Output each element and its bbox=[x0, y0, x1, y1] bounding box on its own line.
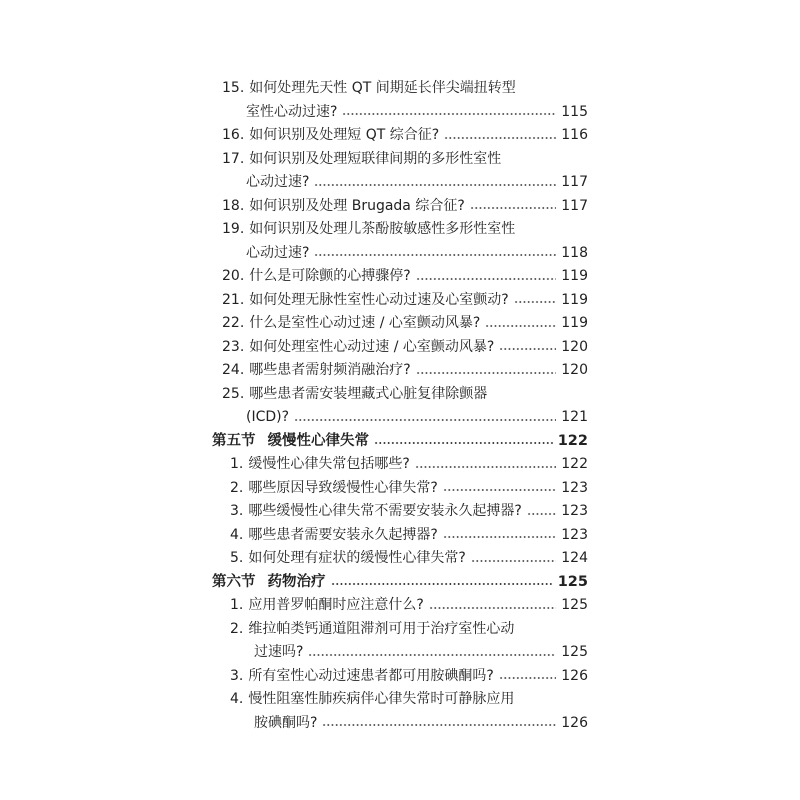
page-number: 126 bbox=[561, 714, 588, 731]
entry-title: 应用普罗帕酮时应注意什么? bbox=[248, 597, 424, 613]
dot-leader bbox=[527, 512, 556, 516]
toc-entry[interactable] bbox=[212, 618, 588, 642]
dot-leader bbox=[444, 136, 556, 140]
toc-entry[interactable] bbox=[212, 289, 588, 313]
page-number: 125 bbox=[561, 644, 588, 660]
dot-leader bbox=[331, 582, 553, 586]
page-number: 125 bbox=[561, 597, 588, 613]
dot-leader bbox=[416, 277, 557, 281]
dot-leader bbox=[485, 324, 556, 328]
dot-leader bbox=[314, 253, 556, 257]
toc-entry[interactable] bbox=[212, 77, 588, 101]
entry-number: 21. bbox=[222, 291, 245, 308]
entry-title: 如何识别及处理儿茶酚胺敏感性多形性室性 bbox=[249, 221, 516, 237]
dot-leader bbox=[499, 347, 556, 351]
entry-number: 23. bbox=[222, 338, 245, 355]
toc-entry[interactable] bbox=[212, 124, 588, 148]
toc-entry-continuation[interactable] bbox=[212, 101, 588, 125]
entry-number: 1. bbox=[230, 456, 244, 472]
entry-number: 4. bbox=[230, 691, 244, 707]
toc-section-heading[interactable] bbox=[212, 571, 588, 595]
toc-section-heading[interactable] bbox=[212, 430, 588, 454]
toc-entry-continuation[interactable] bbox=[212, 171, 588, 195]
dot-leader bbox=[499, 676, 556, 680]
page-number: 126 bbox=[561, 667, 588, 684]
dot-leader bbox=[416, 371, 557, 375]
page-number: 124 bbox=[561, 550, 588, 566]
dot-leader bbox=[471, 559, 556, 563]
entry-number: 15. bbox=[222, 80, 245, 96]
entry-title: 哪些缓慢性心律失常不需要安装永久起搏器? bbox=[248, 503, 522, 519]
entry-number: 2. bbox=[230, 479, 244, 496]
dot-leader bbox=[470, 206, 557, 210]
toc-entry[interactable] bbox=[212, 547, 588, 571]
toc-entry[interactable] bbox=[212, 665, 588, 689]
entry-title: 室性心动过速? bbox=[246, 103, 338, 120]
toc-entry-continuation[interactable] bbox=[212, 242, 588, 266]
entry-title: 哪些患者需安装埋藏式心脏复律除颤器 bbox=[249, 385, 488, 402]
dot-leader bbox=[443, 488, 556, 492]
dot-leader bbox=[322, 723, 556, 727]
dot-leader bbox=[429, 606, 556, 610]
entry-number: 4. bbox=[230, 526, 244, 543]
page-number: 116 bbox=[561, 127, 588, 143]
page-number: 119 bbox=[561, 268, 588, 284]
page-number: 117 bbox=[561, 197, 588, 214]
table-of-contents bbox=[212, 77, 588, 735]
page-number: 123 bbox=[561, 479, 588, 496]
entry-title: 如何识别及处理 Brugada 综合征? bbox=[249, 197, 465, 214]
entry-number: 2. bbox=[230, 620, 244, 637]
entry-title: 缓慢性心律失常包括哪些? bbox=[248, 456, 410, 472]
entry-number: 3. bbox=[230, 667, 244, 684]
entry-number: 1. bbox=[230, 597, 244, 613]
entry-number: 19. bbox=[222, 221, 245, 237]
entry-number: 22. bbox=[222, 315, 245, 331]
page-number: 119 bbox=[561, 315, 588, 331]
toc-entry-continuation[interactable] bbox=[212, 641, 588, 665]
entry-title: 所有室性心动过速患者都可用胺碘酮吗? bbox=[248, 667, 494, 684]
toc-entry[interactable] bbox=[212, 383, 588, 407]
entry-title: 过速吗? bbox=[254, 644, 304, 660]
entry-number: 17. bbox=[222, 150, 245, 167]
entry-title: 维拉帕类钙通道阻滞剂可用于治疗室性心动 bbox=[248, 620, 515, 637]
toc-entry[interactable] bbox=[212, 500, 588, 524]
toc-entry[interactable] bbox=[212, 336, 588, 360]
dot-leader bbox=[342, 112, 556, 116]
dot-leader bbox=[374, 441, 553, 445]
page-number: 117 bbox=[561, 174, 588, 190]
page-number: 123 bbox=[561, 526, 588, 543]
page-number: 122 bbox=[561, 456, 588, 472]
section-title: 药物治疗 bbox=[267, 573, 326, 590]
page-number: 115 bbox=[561, 103, 588, 120]
toc-entry-continuation[interactable] bbox=[212, 712, 588, 736]
entry-number: 5. bbox=[230, 550, 244, 566]
page-number: 120 bbox=[561, 338, 588, 355]
entry-number: 18. bbox=[222, 197, 245, 214]
toc-entry[interactable] bbox=[212, 265, 588, 289]
entry-title: 哪些原因导致缓慢性心律失常? bbox=[248, 479, 438, 496]
toc-entry[interactable] bbox=[212, 218, 588, 242]
entry-title: 什么是室性心动过速 / 心室颤动风暴? bbox=[249, 315, 481, 331]
entry-title: 如何处理室性心动过速 / 心室颤动风暴? bbox=[249, 338, 495, 355]
dot-leader bbox=[415, 465, 556, 469]
entry-title: 如何识别及处理短联律间期的多形性室性 bbox=[249, 150, 502, 167]
entry-title: 慢性阻塞性肺疾病伴心律失常时可静脉应用 bbox=[248, 691, 515, 707]
page-number: 118 bbox=[561, 244, 588, 261]
entry-title: 心动过速? bbox=[246, 174, 310, 190]
toc-entry[interactable] bbox=[212, 453, 588, 477]
toc-entry[interactable] bbox=[212, 148, 588, 172]
dot-leader bbox=[314, 183, 556, 187]
page-number: 119 bbox=[561, 291, 588, 308]
dot-leader bbox=[514, 300, 557, 304]
entry-title: 如何处理先天性 QT 间期延长伴尖端扭转型 bbox=[249, 80, 516, 96]
page-number: 120 bbox=[561, 362, 588, 378]
entry-title: 哪些患者需射频消融治疗? bbox=[249, 362, 411, 378]
entry-number: 3. bbox=[230, 503, 244, 519]
entry-number: 24. bbox=[222, 362, 245, 378]
toc-entry[interactable] bbox=[212, 688, 588, 712]
entry-title: 胺碘酮吗? bbox=[254, 714, 318, 731]
section-number: 第五节 bbox=[212, 432, 256, 449]
page-number: 125 bbox=[557, 573, 588, 590]
dot-leader bbox=[443, 535, 556, 539]
entry-title: 如何处理有症状的缓慢性心律失常? bbox=[248, 550, 466, 566]
entry-number: 20. bbox=[222, 268, 245, 284]
toc-entry[interactable] bbox=[212, 195, 588, 219]
entry-title: 心动过速? bbox=[246, 244, 310, 261]
dot-leader bbox=[294, 418, 556, 422]
entry-title: 如何识别及处理短 QT 综合征? bbox=[249, 127, 440, 143]
toc-entry[interactable] bbox=[212, 477, 588, 501]
entry-number: 25. bbox=[222, 385, 245, 402]
section-title: 缓慢性心律失常 bbox=[267, 432, 369, 449]
page-number: 123 bbox=[561, 503, 588, 519]
dot-leader bbox=[308, 653, 556, 657]
toc-entry[interactable] bbox=[212, 524, 588, 548]
section-number: 第六节 bbox=[212, 573, 256, 590]
toc-entry[interactable] bbox=[212, 312, 588, 336]
entry-title: 哪些患者需要安装永久起搏器? bbox=[248, 526, 438, 543]
toc-entry[interactable] bbox=[212, 359, 588, 383]
entry-title: 什么是可除颤的心搏骤停? bbox=[249, 268, 411, 284]
entry-title: (ICD)? bbox=[246, 409, 290, 425]
page-number: 121 bbox=[561, 409, 588, 425]
entry-number: 16. bbox=[222, 127, 245, 143]
page-number: 122 bbox=[557, 432, 588, 449]
entry-title: 如何处理无脉性室性心动过速及心室颤动? bbox=[249, 291, 509, 308]
toc-entry[interactable] bbox=[212, 594, 588, 618]
toc-entry-continuation[interactable] bbox=[212, 406, 588, 430]
